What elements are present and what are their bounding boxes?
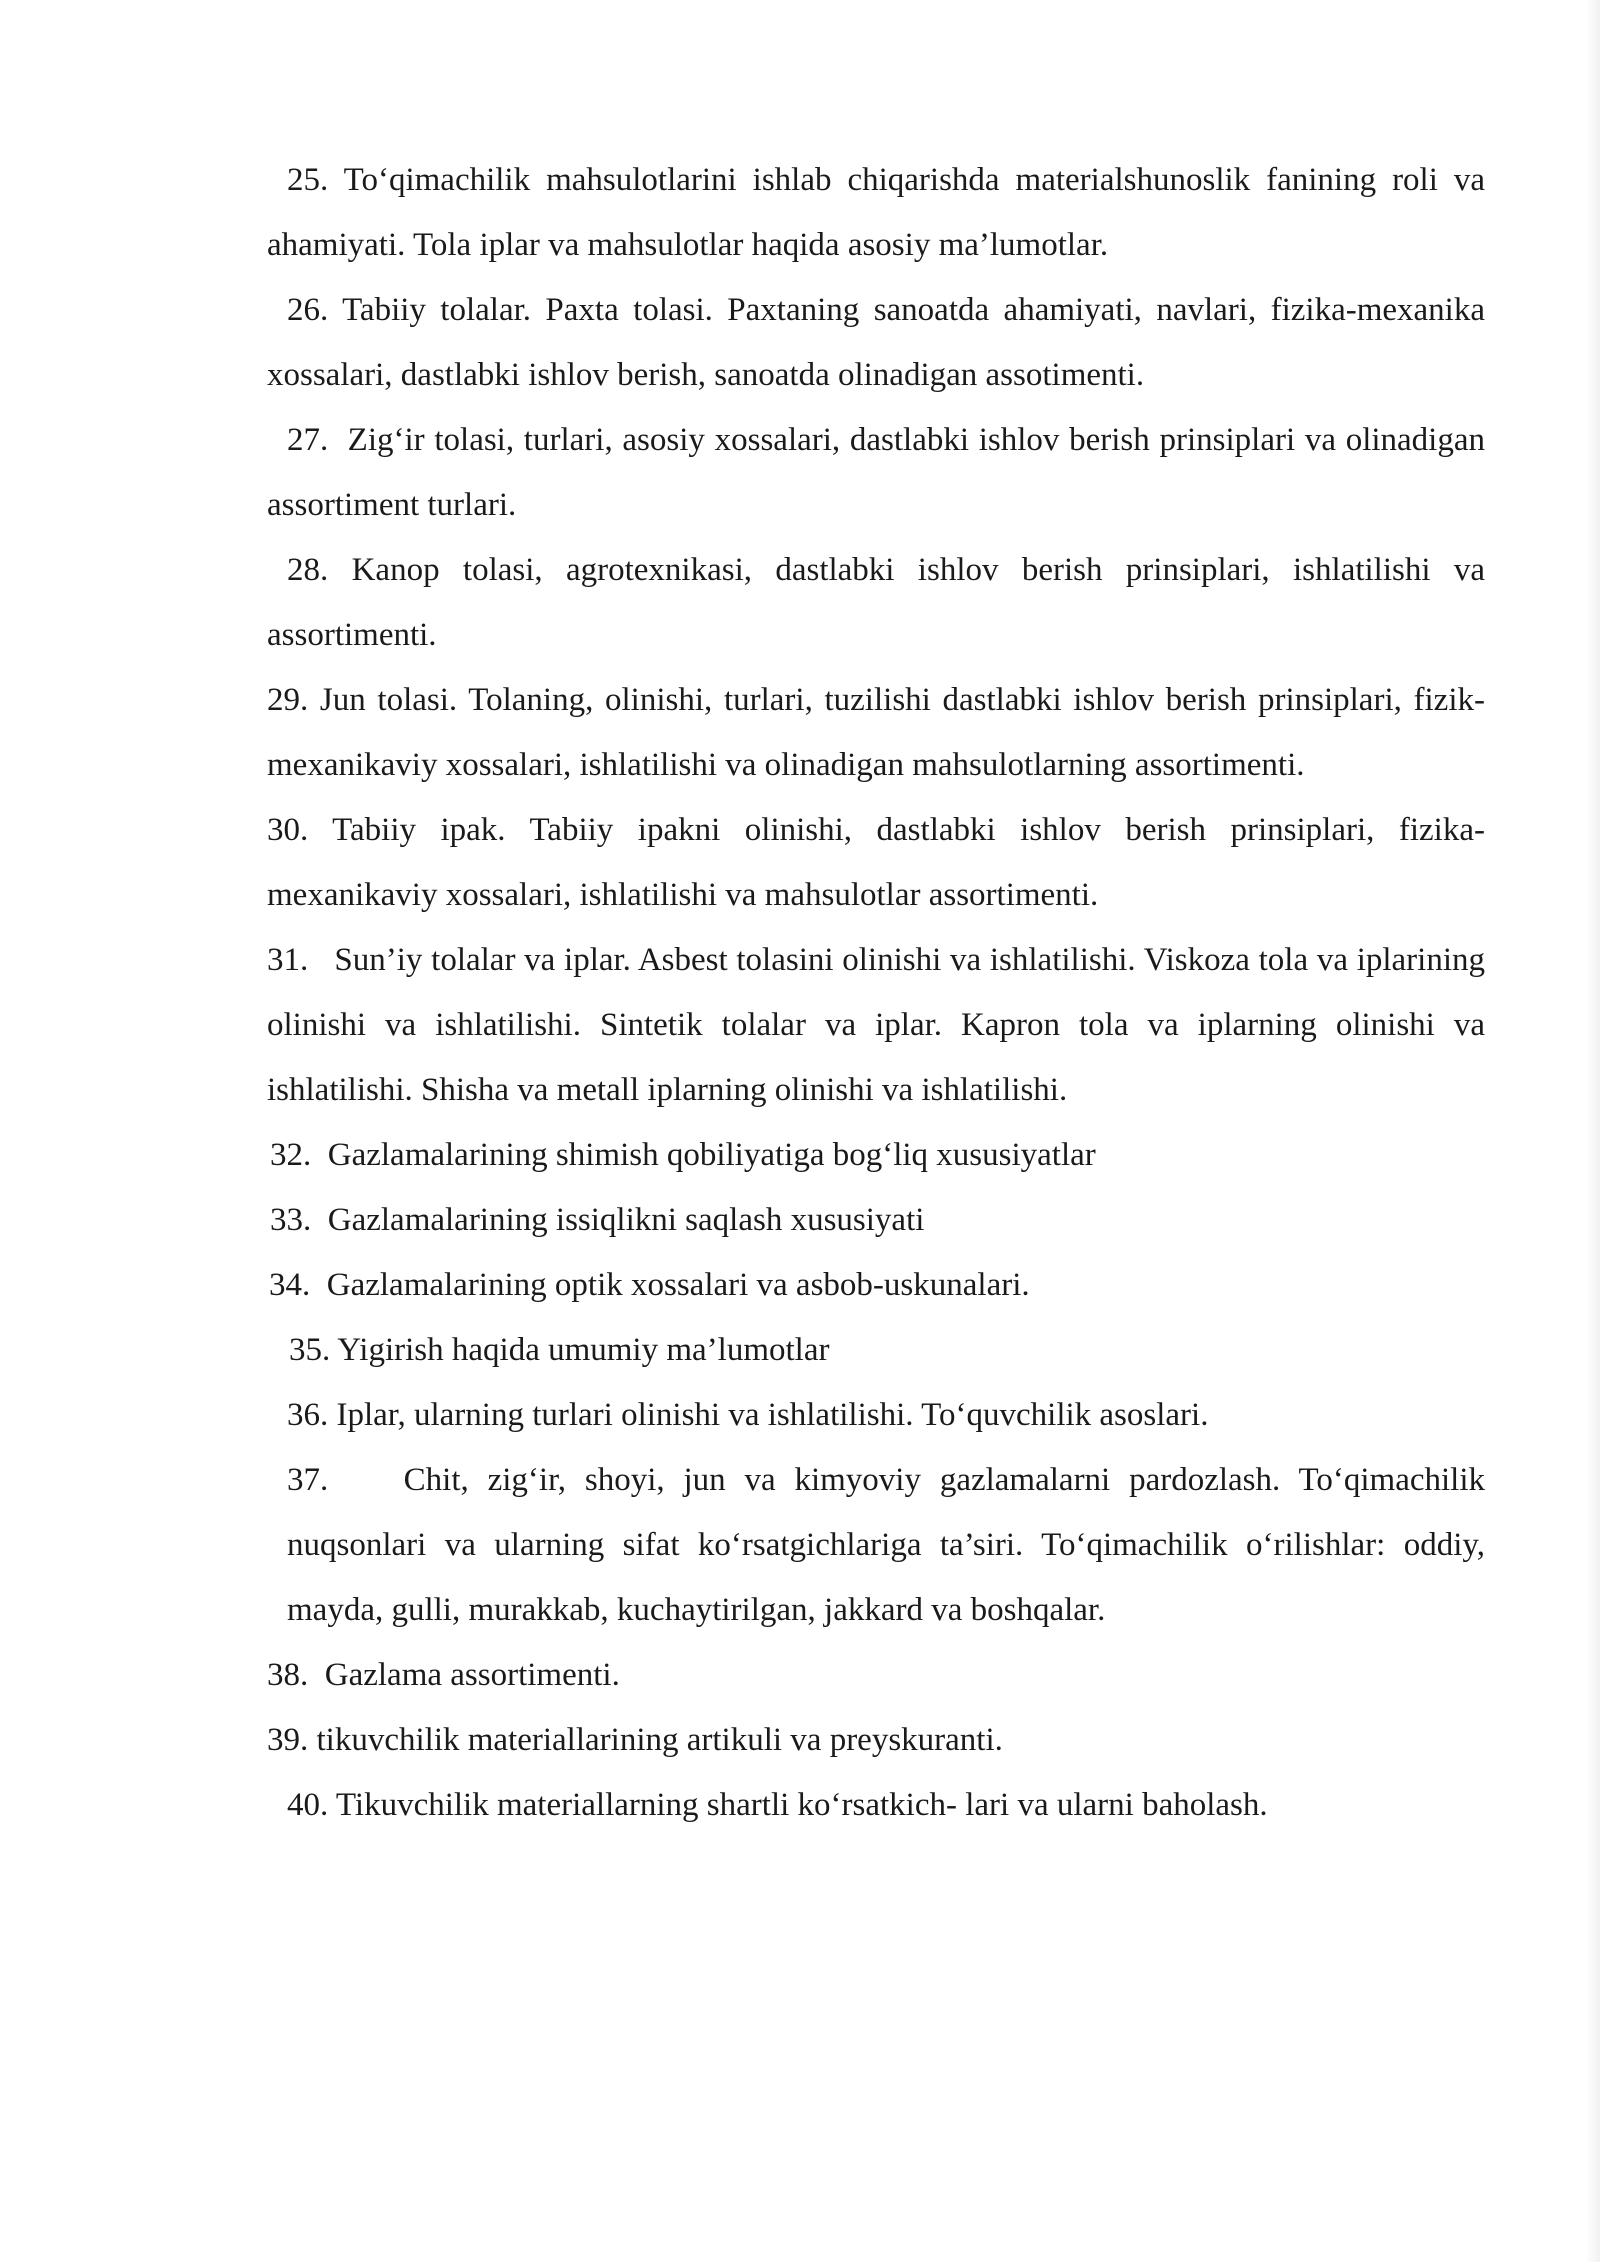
list-item-number: 39.: [267, 1722, 317, 1758]
list-item-33: [267, 1188, 1485, 1253]
list-item-31: [267, 928, 1485, 1123]
list-item-37: [267, 1448, 1485, 1643]
list-item-26: [267, 278, 1485, 408]
list-item-number: 34.: [269, 1267, 327, 1303]
list-item-number: 31.: [267, 942, 335, 978]
list-item-number: 36.: [287, 1397, 337, 1433]
list-item-39: [267, 1708, 1485, 1773]
list-item-text: Sun’iy tolalar va iplar. Asbest tolasini olinishi va ishlatilishi. Viskoza tola va iplarining olinishi va ishlatilishi. Sintetik tolalar va iplar. Kapron tola va iplarning olinishi va ishlatilishi. Shisha va metall iplarning olinishi va ishlatilishi.: [267, 942, 1486, 1108]
list-item-text: Gazlama assortimenti.: [324, 1657, 620, 1693]
list-item-number: 35.: [289, 1332, 338, 1368]
list-item-34: [267, 1253, 1485, 1318]
list-item-number: 30.: [267, 812, 333, 848]
list-item-32: [267, 1123, 1485, 1188]
page-edge-shadow: [1586, 0, 1600, 2262]
list-item-text: tikuvchilik materiallarining artikuli va preyskuranti.: [316, 1722, 1003, 1758]
list-item-number: 28.: [287, 552, 352, 588]
list-item-text: Tabiiy tolalar. Paxta tolasi. Paxtaning sanoatda ahamiyati, navlari, fizika-mexanika xossalari, dastlabki ishlov berish, sanoatda olinadigan assotimenti.: [267, 292, 1485, 393]
list-item-40: [267, 1773, 1485, 1838]
list-item-number: 40.: [287, 1787, 336, 1823]
list-item-25: [267, 148, 1485, 278]
list-item-number: 38.: [267, 1657, 325, 1693]
list-item-text: Gazlamalarining optik xossalari va asbob-uskunalari.: [326, 1267, 1030, 1303]
list-item-number: 25.: [287, 162, 344, 198]
list-item-text: Tikuvchilik materiallarning shartli ko‘rsatkich- lari va ularni baholash.: [335, 1787, 1268, 1823]
list-item-text: Iplar, ularning turlari olinishi va ishlatilishi. To‘quvchilik asoslari.: [336, 1397, 1209, 1433]
list-item-text: Gazlamalarining shimish qobiliyatiga bog‘liq xususiyatlar: [327, 1137, 1096, 1173]
list-item-27: [267, 408, 1485, 538]
list-item-text: Tabiiy ipak. Tabiiy ipakni olinishi, dastlabki ishlov berish prinsiplari, fizika-mexanikaviy xossalari, ishlatilishi va mahsulotlar assortimenti.: [267, 812, 1485, 913]
list-item-38: [267, 1643, 1485, 1708]
list-item-29: [267, 668, 1485, 798]
list-item-number: 29.: [267, 682, 320, 718]
document-body: [267, 148, 1485, 1838]
list-item-number: 32.: [270, 1137, 328, 1173]
list-item-30: [267, 798, 1485, 928]
list-item-number: 26.: [287, 292, 343, 328]
list-item-text: Kanop tolasi, agrotexnikasi, dastlabki ishlov berish prinsiplari, ishlatilishi va assortimenti.: [267, 552, 1486, 653]
list-item-35: [267, 1318, 1485, 1383]
list-item-text: Yigirish haqida umumiy ma’lumotlar: [337, 1332, 830, 1368]
list-item-28: [267, 538, 1485, 668]
list-item-text: Jun tolasi. Tolaning, olinishi, turlari, tuzilishi dastlabki ishlov berish prinsiplari, fizik-mexanikaviy xossalari, ishlatilishi va olinadigan mahsulotlarning assortimenti.: [267, 682, 1485, 783]
list-item-number: 37.: [287, 1462, 404, 1498]
list-item-number: 27.: [287, 422, 348, 458]
list-item-number: 33.: [270, 1202, 328, 1238]
list-item-text: Gazlamalarining issiqlikni saqlash xususiyati: [327, 1202, 925, 1238]
list-item-text: Zig‘ir tolasi, turlari, asosiy xossalari, dastlabki ishlov berish prinsiplari va olinadigan assortiment turlari.: [267, 422, 1485, 523]
list-item-text: To‘qimachilik mahsulotlarini ishlab chiqarishda materialshunoslik fanining roli va ahamiyati. Tola iplar va mahsulotlar haqida asosiy ma’lumotlar.: [267, 162, 1486, 263]
list-item-36: [267, 1383, 1485, 1448]
list-item-text: Chit, zig‘ir, shoyi, jun va kimyoviy gazlamalarni pardozlash. To‘qimachilik nuqsonlari va ularning sifat ko‘rsatgichlariga ta’siri. To‘qimachilik o‘rilishlar: oddiy, mayda, gulli, murakkab, kuchaytirilgan, jakkard va boshqalar.: [287, 1462, 1486, 1628]
